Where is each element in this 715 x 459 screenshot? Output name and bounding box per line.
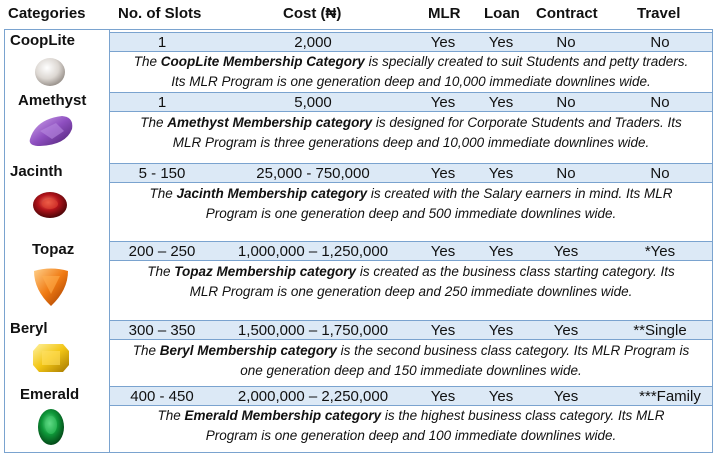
emerald-gem-icon <box>36 407 66 447</box>
category-description: The CoopLite Membership Category is specially created to suit Students and petty traders. Its MLR Program is one generation deep and 10,000 immediate downlines wide. <box>133 54 689 89</box>
mlr-value: Yes <box>430 243 456 260</box>
travel-value: *Yes <box>644 243 676 260</box>
moonstone-gem-icon <box>32 55 68 89</box>
loan-value: Yes <box>488 388 514 405</box>
header-categories: Categories <box>8 5 86 22</box>
header-contract: Contract <box>536 5 598 22</box>
mlr-value: Yes <box>430 94 456 111</box>
travel-value: No <box>650 165 670 182</box>
table-row <box>0 319 715 383</box>
stats-row <box>110 241 712 261</box>
travel-value: ***Family <box>639 388 701 405</box>
table-row <box>0 383 715 453</box>
category-description: The Jacinth Membership category is created with the Salary earners in mind. Its MLR Program is one generation deep and 500 immediate downlines wide. <box>149 186 673 221</box>
table-row <box>0 238 715 319</box>
category-name: Emerald <box>20 386 80 403</box>
loan-value: Yes <box>488 322 514 339</box>
category-name: CoopLite <box>10 32 75 49</box>
loan-value: Yes <box>488 34 514 51</box>
beryl-gem-icon <box>31 341 71 375</box>
category-description: The Amethyst Membership category is designed for Corporate Students and Traders. Its MLR Program is three generations deep and 10,000 immediate downlines wide. <box>140 115 682 150</box>
cost-value: 2,000 <box>294 34 332 51</box>
cost-value: 1,500,000 – 1,750,000 <box>237 322 389 339</box>
contract-value: Yes <box>553 388 579 405</box>
cost-value: 2,000,000 – 2,250,000 <box>237 388 389 405</box>
cost-value: 5,000 <box>294 94 332 111</box>
header-mlr: MLR <box>428 5 461 22</box>
category-name: Topaz <box>32 241 75 258</box>
slots-value: 400 - 450 <box>130 388 194 405</box>
slots-value: 200 – 250 <box>128 243 196 260</box>
stats-row <box>110 320 712 340</box>
loan-value: Yes <box>488 243 514 260</box>
contract-value: Yes <box>553 243 579 260</box>
header-slots: No. of Slots <box>118 5 202 22</box>
jacinth-gem-icon <box>30 190 70 220</box>
category-name: Amethyst <box>18 92 87 109</box>
category-name: Beryl <box>10 320 48 337</box>
slots-value: 1 <box>157 94 167 111</box>
cost-value: 1,000,000 – 1,250,000 <box>237 243 389 260</box>
mlr-value: Yes <box>430 322 456 339</box>
cost-value: 25,000 - 750,000 <box>256 165 370 182</box>
mlr-value: Yes <box>430 165 456 182</box>
slots-value: 5 - 150 <box>138 165 186 182</box>
category-description: The Emerald Membership category is the highest business class category. Its MLR Program is one generation deep and 100 immediate downlines wide. <box>157 408 665 443</box>
stats-row <box>110 386 712 406</box>
travel-value: **Single <box>633 322 687 339</box>
contract-value: No <box>556 165 576 182</box>
stats-row <box>110 163 712 183</box>
slots-value: 1 <box>157 34 167 51</box>
stats-row <box>110 92 712 112</box>
slots-value: 300 – 350 <box>128 322 196 339</box>
topaz-gem-icon <box>30 266 72 308</box>
category-name: Jacinth <box>10 163 63 180</box>
header-cost: Cost (₦) <box>283 5 342 22</box>
stats-row <box>110 32 712 52</box>
contract-value: No <box>556 34 576 51</box>
loan-value: Yes <box>488 165 514 182</box>
table-row <box>0 31 715 91</box>
contract-value: Yes <box>553 322 579 339</box>
table-row <box>0 162 715 238</box>
header-loan: Loan <box>484 5 520 22</box>
mlr-value: Yes <box>430 388 456 405</box>
travel-value: No <box>650 34 670 51</box>
travel-value: No <box>650 94 670 111</box>
header-travel: Travel <box>637 5 681 22</box>
loan-value: Yes <box>488 94 514 111</box>
category-description: The Beryl Membership category is the second business class category. Its MLR Program is one generation deep and 150 immediate downlines wide. <box>132 343 690 378</box>
amethyst-gem-icon <box>26 113 76 149</box>
table-header <box>0 0 715 29</box>
contract-value: No <box>556 94 576 111</box>
category-description: The Topaz Membership category is created as the business class starting category. Its MLR Program is one generation deep and 250 immediate downlines wide. <box>147 264 675 299</box>
mlr-value: Yes <box>430 34 456 51</box>
table-row <box>0 91 715 162</box>
